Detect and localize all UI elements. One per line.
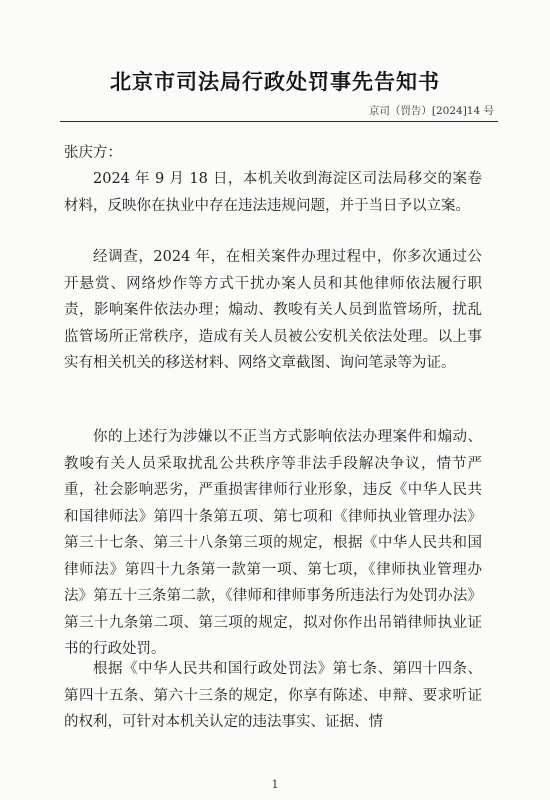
paragraph-rights: 根据《中华人民共和国行政处罚法》第七条、第四十四条、第四十五条、第六十三条的规定，你享有陈述、申辩、要求听证的权利，可针对本机关认定的违法事实、证据、情 xyxy=(64,661,482,730)
addressee: 张庆方： xyxy=(64,145,122,161)
page-number: 1 xyxy=(271,778,279,791)
paragraph-violation-penalty: 你的上述行为涉嫌以不正当方式影响依法办理案件和煽动、教唆有关人员采取扰乱公共秩序等非法手段解决争议，情节严重，社会影响恶劣，严重损害律师行业形象，违反《中华人民共和国律师法》第四十条第五项、第七项和《律师执业管理办法》第三十七条、第三十八条第三项的规定，根据《中华人民共和国律师法》第四十九条第一款第一项、第七项，《律师执业管理办法》第五十三条第二款，《律师和律师事务所违法行为处罚办法》第三十九条第二项、第三项的规定，拟对你作出吊销律师执业证书的行政处罚。 xyxy=(64,429,482,657)
header-divider xyxy=(60,121,498,122)
paragraph-investigation: 经调查，2024 年，在相关案件办理过程中，你多次通过公开悬赏、网络炒作等方式干扰办案人员和其他律师依法履行职责，影响案件依法办理；煽动、教唆有关人员到监管场所，扰乱监管场所正常秩序，造成有关人员被公安机关依法处理。以上事实有相关机关的移送材料、网络文章截图、询问笔录等为证。 xyxy=(64,249,482,371)
paragraph-case-filing: 2024 年 9 月 18 日，本机关收到海淀区司法局移交的案卷材料，反映你在执业中存在违法违规问题，并于当日予以立案。 xyxy=(64,171,482,214)
document-title: 北京市司法局行政处罚事先告知书 xyxy=(110,69,440,94)
document-number: 京司（罚告）[2024]14 号 xyxy=(368,105,494,117)
